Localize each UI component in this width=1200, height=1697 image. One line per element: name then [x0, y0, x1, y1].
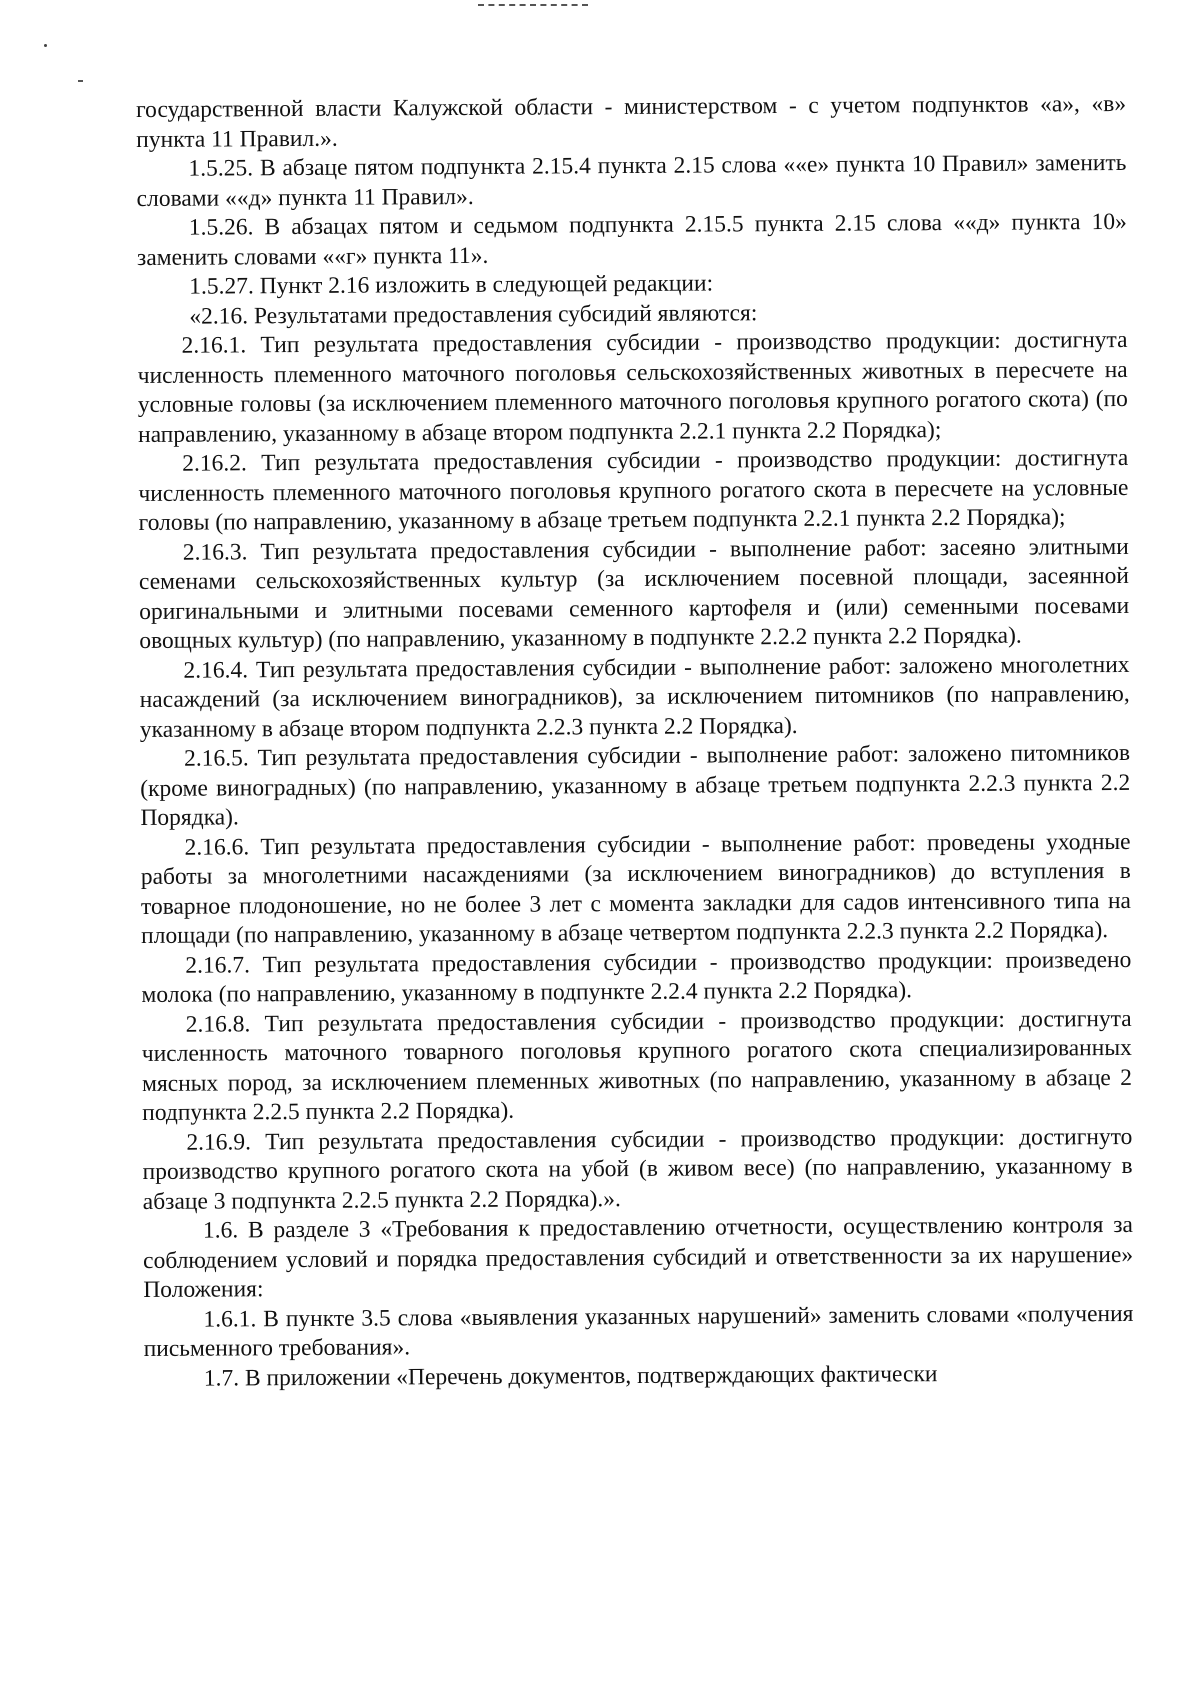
- scan-artifact-top: [478, 4, 588, 9]
- paragraph-2-16-9: 2.16.9. Тип результата предоставления субсидии - производство продукции: достигнуто производство крупного рогатого скота на убой (в живом весе) (по направлению, указанному в абзаце 3 подпункта 2.2.5 пункта 2.2 Порядка).».: [142, 1123, 1133, 1215]
- paragraph-2-16-6: 2.16.6. Тип результата предоставления субсидии - выполнение работ: проведены уходные работы за многолетними насаждениями (за исключением виноградников) до вступления в товарное плодоношение, но не более 3 лет с момента закладки для садов интенсивного типа на площади (по направлению, указанному в абзаце четвертом подпункта 2.2.3 пункта 2.2 Порядка).: [140, 828, 1132, 949]
- scan-artifact-dash: [78, 80, 83, 82]
- document-body: [136, 90, 1134, 1394]
- paragraph-continuation: государственной власти Калужской области - министерством - с учетом подпунктов «а», «в» пункта 11 Правил.».: [136, 90, 1127, 153]
- paragraph-2-16: «2.16. Результатами предоставления субсидий являются:: [189, 299, 758, 330]
- paragraph-1-5-26: 1.5.26. В абзацах пятом и седьмом подпункта 2.15.5 пункта 2.15 слова ««д» пункта 10» заменить словами ««г» пункта 11».: [136, 208, 1127, 271]
- paragraph-2-16-3: 2.16.3. Тип результата предоставления субсидии - выполнение работ: засеяно элитными семенами сельскохозяйственных культур (за исключением посевной площади, засеянной оригинальными и элитными посевами семенного картофеля и (или) семенными посевами овощных культур) (по направлению, указанному в подпункте 2.2.2 пункта 2.2 Порядка).: [138, 533, 1130, 654]
- paragraph-1-7: 1.7. В приложении «Перечень документов, подтверждающих фактически: [203, 1360, 938, 1392]
- paragraph-2-16-7: 2.16.7. Тип результата предоставления субсидии - производство продукции: произведено молока (по направлению, указанному в подпункте 2.2.4 пункта 2.2 Порядка).: [141, 946, 1132, 1008]
- paragraph-2-16-1: 2.16.1. Тип результата предоставления субсидии - производство продукции: достигнута численность племенного маточного поголовья сельскохозяйственных животных в пересчете на условные головы (за исключением племенного маточного поголовья крупного рогатого скота) (по направлению, указанному в абзаце втором подпункта 2.2.1 пункта 2.2 Порядка);: [137, 326, 1128, 448]
- paragraph-1-5-27: 1.5.27. Пункт 2.16 изложить в следующей редакции:: [189, 270, 714, 300]
- paragraph-2-16-5: 2.16.5. Тип результата предоставления субсидии - выполнение работ: заложено питомников (кроме виноградных) (по направлению, указанному в абзаце третьем подпункта 2.2.3 пункта 2.2 Порядка).: [140, 739, 1131, 831]
- paragraph-2-16-4: 2.16.4. Тип результата предоставления субсидии - выполнение работ: заложено многолетних насаждений (за исключением виноградников), за исключением питомников (по направлению, указанному в абзаце втором подпункта 2.2.3 пункта 2.2 Порядка).: [139, 651, 1130, 743]
- paragraph-1-6-1: 1.6.1. В пункте 3.5 слова «выявления указанных нарушений» заменить словами «получения письменного требования».: [143, 1300, 1134, 1362]
- scan-artifact-dot: [44, 44, 47, 47]
- paragraph-1-6: 1.6. В разделе 3 «Требования к предоставлению отчетности, осуществлению контроля за соблюдением условий и порядка предоставления субсидий и ответственности за их нарушение» Положения:: [143, 1211, 1134, 1303]
- paragraph-1-5-25: 1.5.25. В абзаце пятом подпункта 2.15.4 пункта 2.15 слова ««е» пункта 10 Правил» заменить словами ««д» пункта 11 Правил».: [136, 149, 1127, 212]
- paragraph-2-16-2: 2.16.2. Тип результата предоставления субсидии - производство продукции: достигнута численность племенного маточного поголовья крупного рогатого скота в пересчете на условные головы (по направлению, указанному в абзаце третьем подпункта 2.2.1 пункта 2.2 Порядка);: [138, 444, 1129, 536]
- paragraph-2-16-8: 2.16.8. Тип результата предоставления субсидии - производство продукции: достигнута численность маточного товарного поголовья крупного рогатого скота специализированных мясных пород, за исключением племенных животных (по направлению, указанному в абзаце 2 подпункта 2.2.5 пункта 2.2 Порядка).: [141, 1005, 1133, 1126]
